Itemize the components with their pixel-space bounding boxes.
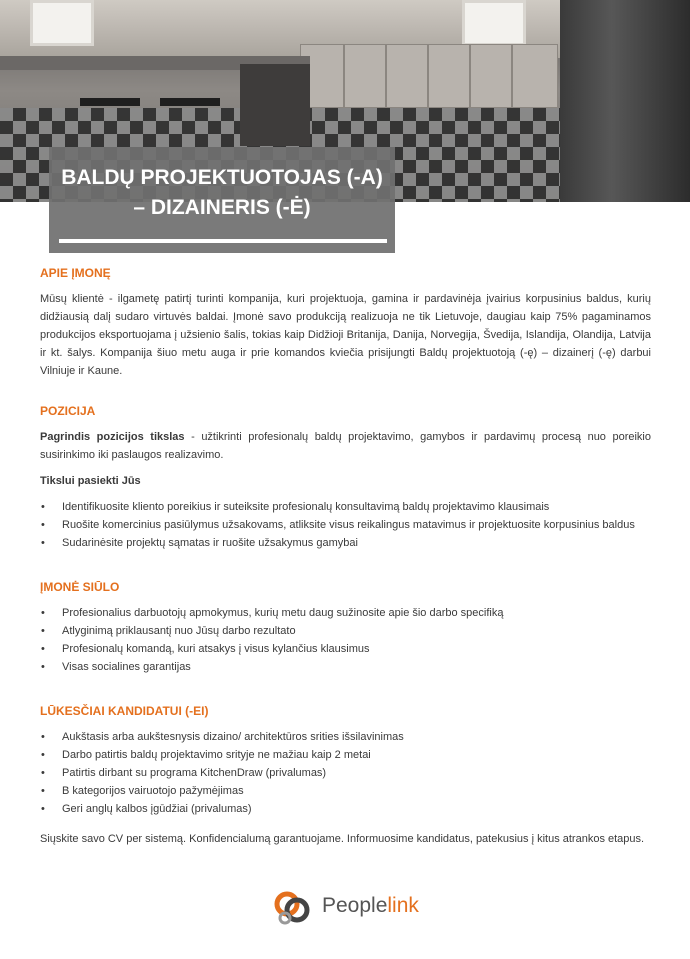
about-heading: APIE ĮMONĘ <box>40 266 111 280</box>
position-heading: POZICIJA <box>40 404 96 418</box>
title-underline <box>59 239 387 243</box>
bullet-icon: • <box>41 803 45 815</box>
list-item: • Aukštasis arba aukštesnysis dizaino/ architektūros srities išsilavinimas <box>40 728 651 746</box>
page-title: BALDŲ PROJEKTUOTOJAS (-A) – DIZAINERIS (-Ė) <box>61 166 383 219</box>
bullet-icon: • <box>41 537 45 549</box>
list-item: • Geri anglų kalbos įgūdžiai (privalumas) <box>40 800 651 818</box>
list-item: • Identifikuosite kliento poreikius ir suteiksite profesionalų konsultavimą baldų projektavimo klausimais <box>40 498 651 516</box>
list-item: • Atlyginimą priklausantį nuo Jūsų darbo rezultato <box>40 622 651 640</box>
requirements-heading: LŪKESČIAI KANDIDATUI (-EI) <box>40 704 209 718</box>
title-banner <box>49 147 395 253</box>
requirements-list <box>40 728 651 818</box>
logo-wordmark: Peoplelink <box>322 894 419 917</box>
peoplelink-logo-icon <box>270 886 314 930</box>
job-ad-content <box>40 264 651 848</box>
peoplelink-logo <box>270 886 430 932</box>
list-item: • Ruošite komercinius pasiūlymus užsakovams, atliksite visus reikalingus matavimus ir projektuosite korpusinius baldus <box>40 516 651 534</box>
bullet-icon: • <box>41 767 45 779</box>
list-item: • Darbo patirtis baldų projektavimo srityje ne mažiau kaip 2 metai <box>40 746 651 764</box>
goal-label: Pagrindis pozicijos tikslas <box>40 431 185 443</box>
bullet-icon: • <box>41 731 45 743</box>
about-text: Mūsų klientė - ilgametę patirtį turinti kompanija, kuri projektuoja, gamina ir pardavinėja įvairius korpusinius baldus, kurių didžiausią dalį sudaro virtuvės baldai. Įmonė savo produkciją realizuoja ne tik Lietuvoje, daugiau kaip 75% pagaminamos produkcijos eksportuojama į užsienio šalis, tokias kaip Didžioji Britanija, Danija, Norvegija, Švedija, Islandija, Olandija, Latvija ir kt. šalys. Kompanija šiuo metu auga ir prie komandos kviečia prisijungti Baldų projektuotoją (-ę) – dizainerį (-ę) darbui Vilniuje ir Kaune. <box>40 293 651 377</box>
tasks-list <box>40 498 651 552</box>
bullet-icon: • <box>41 749 45 761</box>
list-item: • Sudarinėsite projektų sąmatas ir ruošite užsakymus gamybai <box>40 534 651 552</box>
position-goal <box>40 428 651 464</box>
closing-text: Siųskite savo CV per sistemą. Konfidencialumą garantuojame. Informuosime kandidatus, patekusius į kitus atrankos etapus. <box>40 833 645 845</box>
bullet-icon: • <box>41 625 45 637</box>
goal-text: - užtikrinti profesionalų baldų projektavimo, gamybos ir pardavimų procesą nuo poreikio susirinkimo iki paslaugos realizavimo. <box>40 431 651 461</box>
offer-list <box>40 604 651 676</box>
bullet-icon: • <box>41 661 45 673</box>
bullet-icon: • <box>41 785 45 797</box>
list-item: • Visas socialines garantijas <box>40 658 651 676</box>
list-item: • Profesionalų komandą, kuri atsakys į visus kylančius klausimus <box>40 640 651 658</box>
tasks-label: Tikslui pasiekti Jūs <box>40 475 141 487</box>
list-item: • Patirtis dirbant su programa KitchenDraw (privalumas) <box>40 764 651 782</box>
list-item: • Profesionalius darbuotojų apmokymus, kurių metu daug sužinosite apie šio darbo specifiką <box>40 604 651 622</box>
bullet-icon: • <box>41 519 45 531</box>
bullet-icon: • <box>41 607 45 619</box>
bullet-icon: • <box>41 643 45 655</box>
bullet-icon: • <box>41 501 45 513</box>
offer-heading: ĮMONĖ SIŪLO <box>40 580 120 594</box>
list-item: • B kategorijos vairuotojo pažymėjimas <box>40 782 651 800</box>
